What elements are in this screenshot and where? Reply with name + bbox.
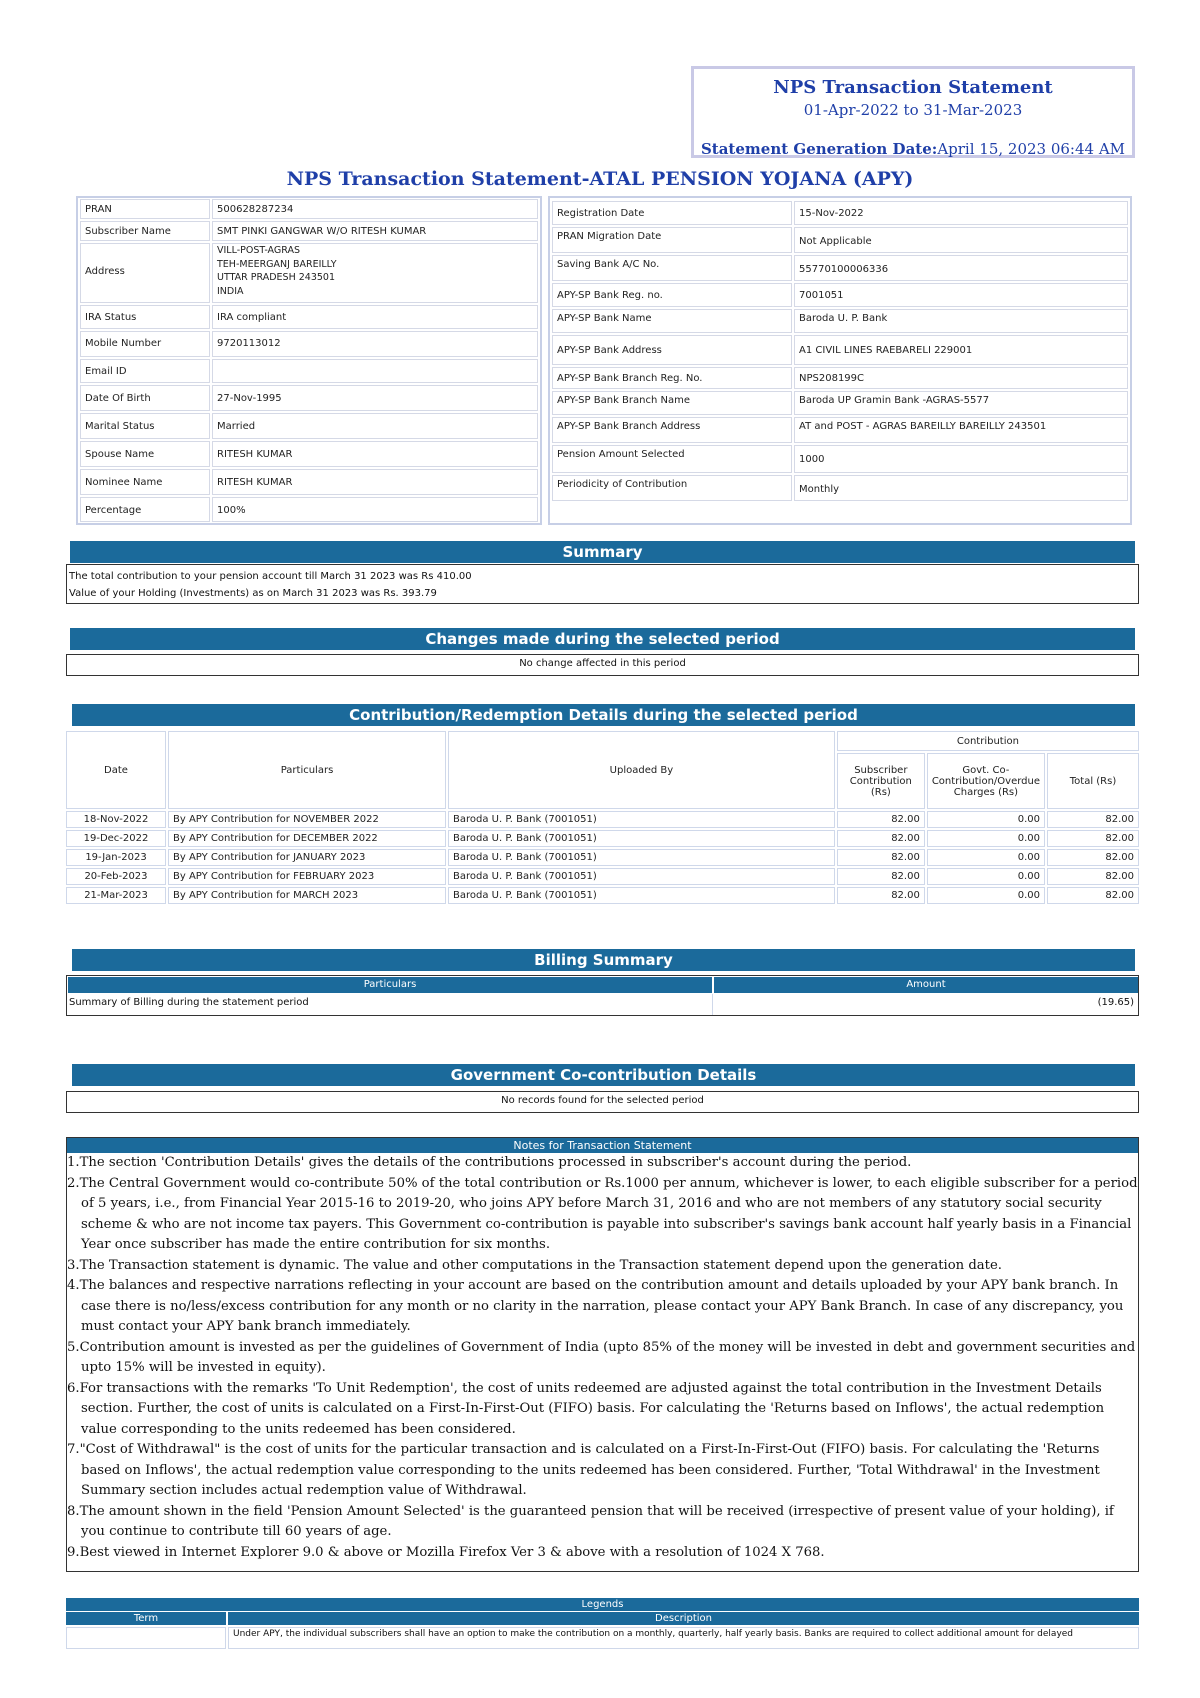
- generation-date-value: April 15, 2023 06:44 AM: [937, 140, 1126, 158]
- table-row: [66, 811, 1139, 828]
- info-value: Not Applicable: [794, 227, 1128, 253]
- info-row: [80, 441, 538, 467]
- changes-note: No change affected in this period: [66, 654, 1139, 676]
- cell-govt: 0.00: [927, 811, 1045, 828]
- info-label: APY-SP Bank Name: [552, 309, 792, 333]
- cell-uploaded-by: Baroda U. P. Bank (7001051): [448, 811, 835, 828]
- cell-date: 19-Dec-2022: [66, 830, 166, 847]
- note-item: 1.The section 'Contribution Details' gives the details of the contributions processed in subscriber's account during the period.: [67, 1155, 912, 1170]
- cell-particulars: By APY Contribution for DECEMBER 2022: [168, 830, 446, 847]
- table-header-row: [66, 731, 1139, 751]
- cell-uploaded-by: Baroda U. P. Bank (7001051): [448, 887, 835, 904]
- legends-description-cell: Under APY, the individual subscribers shall have an option to make the contribution on a monthly, quarterly, half yearly basis. Banks are required to collect additional amount for delayed: [228, 1627, 1139, 1649]
- table-row: [66, 887, 1139, 904]
- changes-header: Changes made during the selected period: [70, 628, 1135, 650]
- note-item: 2.The Central Government would co-contribute 50% of the total contribution or Rs.1000 per annum, whichever is lower, to each eligible subscriber for a period of 5 years, i.e., from Financial Year 2015-16 to 2019-20, who joins APY before March 31, 2016 and who are not members of any statutory social security scheme & who are not income tax payers. This Government co-contribution is payable into subscriber's savings bank account half yearly basis in a Financial Year once subscriber has made the entire contribution for six months.: [67, 1175, 1138, 1252]
- billing-row-label: Summary of Billing during the statement period: [69, 997, 309, 1008]
- info-row: [80, 497, 538, 522]
- notes-box: [66, 1137, 1139, 1572]
- billing-header: Billing Summary: [72, 949, 1135, 971]
- generation-date: [694, 140, 1132, 158]
- info-label: Address: [80, 243, 210, 303]
- info-row: [80, 469, 538, 495]
- billing-divider: [712, 994, 713, 1015]
- generation-date-label: Statement Generation Date:: [700, 140, 938, 158]
- contribution-header: Contribution/Redemption Details during the selected period: [72, 704, 1135, 726]
- info-label: Percentage: [80, 497, 210, 522]
- info-label: Mobile Number: [80, 331, 210, 357]
- info-value: RITESH KUMAR: [212, 469, 538, 495]
- info-label: PRAN Migration Date: [552, 227, 792, 253]
- cell-subscriber: 82.00: [837, 811, 925, 828]
- legends-col-term: Term: [66, 1612, 226, 1625]
- statement-header-box: [691, 66, 1135, 158]
- summary-line-holding: Value of your Holding (Investments) as on March 31 2023 was Rs. 393.79: [69, 588, 437, 599]
- info-row: [80, 199, 538, 219]
- notes-header: Notes for Transaction Statement: [67, 1138, 1138, 1153]
- col-total: Total (Rs): [1047, 753, 1139, 809]
- info-value: 7001051: [794, 283, 1128, 307]
- info-label: Saving Bank A/C No.: [552, 255, 792, 281]
- table-row: [66, 868, 1139, 885]
- info-row: [552, 255, 1128, 281]
- cell-uploaded-by: Baroda U. P. Bank (7001051): [448, 868, 835, 885]
- cell-particulars: By APY Contribution for NOVEMBER 2022: [168, 811, 446, 828]
- info-row: [80, 359, 538, 383]
- info-label: APY-SP Bank Reg. no.: [552, 283, 792, 307]
- info-row: [552, 445, 1128, 473]
- legends-row: [66, 1625, 1139, 1649]
- info-label: APY-SP Bank Branch Name: [552, 391, 792, 415]
- note-item: 7."Cost of Withdrawal" is the cost of units for the particular transaction and is calculated on a First-In-First-Out (FIFO) basis. For calculating the 'Returns based on Inflows', the actual redemption value corresponding to the units redeemed has been considered. Further, 'Total Withdrawal' in the Investment Summary section includes actual redemption value of Withdrawal.: [67, 1442, 1100, 1498]
- note-item: 6.For transactions with the remarks 'To Unit Redemption', the cost of units redeemed are adjusted against the total contribution in the Investment Details section. Further, the cost of units is calculated on a First-In-First-Out (FIFO) basis. For calculating the 'Returns based on Inflows', the actual redemption value corresponding to the units redeemed has been considered.: [67, 1380, 1105, 1437]
- cell-total: 82.00: [1047, 830, 1139, 847]
- info-value: 15-Nov-2022: [794, 201, 1128, 225]
- info-row: [552, 367, 1128, 389]
- summary-header: Summary: [70, 541, 1135, 563]
- info-value: RITESH KUMAR: [212, 441, 538, 467]
- col-govt: Govt. Co-Contribution/Overdue Charges (Rs): [927, 753, 1045, 809]
- note-item: 9.Best viewed in Internet Explorer 9.0 & above or Mozilla Firefox Ver 3 & above with a resolution of 1024 X 768.: [67, 1544, 825, 1560]
- legends-term-cell: [66, 1627, 226, 1649]
- info-label: APY-SP Bank Branch Address: [552, 417, 792, 443]
- cell-subscriber: 82.00: [837, 887, 925, 904]
- cell-uploaded-by: Baroda U. P. Bank (7001051): [448, 830, 835, 847]
- cell-govt: 0.00: [927, 887, 1045, 904]
- contribution-table: [64, 729, 1141, 906]
- cell-date: 18-Nov-2022: [66, 811, 166, 828]
- page-title: NPS Transaction Statement-ATAL PENSION YOJANA (APY): [286, 168, 914, 190]
- table-row: [66, 849, 1139, 866]
- bank-info-table: [548, 196, 1132, 525]
- statement-period: 01-Apr-2022 to 31-Mar-2023: [803, 101, 1023, 119]
- statement-title: NPS Transaction Statement: [773, 77, 1053, 98]
- info-label: IRA Status: [80, 305, 210, 329]
- billing-row-value: (19.65): [1097, 997, 1134, 1008]
- info-row: [80, 331, 538, 357]
- info-value: Monthly: [794, 475, 1128, 501]
- info-label: Periodicity of Contribution: [552, 475, 792, 501]
- info-row: [80, 385, 538, 411]
- info-row: [552, 335, 1128, 365]
- info-row: [552, 227, 1128, 253]
- info-value: 500628287234: [212, 199, 538, 219]
- info-label: APY-SP Bank Branch Reg. No.: [552, 367, 792, 389]
- info-value: [212, 359, 538, 383]
- address-value: VILL-POST-AGRAS TEH-MEERGANJ BAREILLY UTTAR PRADESH 243501 INDIA: [212, 243, 538, 303]
- info-label: Spouse Name: [80, 441, 210, 467]
- cell-govt: 0.00: [927, 830, 1045, 847]
- info-label: Registration Date: [552, 201, 792, 225]
- summary-box: [66, 564, 1139, 604]
- info-label: Subscriber Name: [80, 221, 210, 241]
- info-row: [552, 309, 1128, 333]
- billing-col-particulars: Particulars: [68, 977, 712, 993]
- info-label: Nominee Name: [80, 469, 210, 495]
- cell-govt: 0.00: [927, 868, 1045, 885]
- info-label: Marital Status: [80, 413, 210, 439]
- govt-note: No records found for the selected period: [66, 1091, 1139, 1113]
- note-item: 4.The balances and respective narrations reflecting in your account are based on the contribution amount and details uploaded by your APY bank branch. In case there is no/less/excess contribution for any month or no clarity in the narration, please contact your APY Bank Branch. In case of any discrepancy, you must contact your APY bank branch immediately.: [67, 1278, 1124, 1334]
- info-value: Baroda U. P. Bank: [794, 309, 1128, 333]
- table-row: [66, 830, 1139, 847]
- note-item: 3.The Transaction statement is dynamic. The value and other computations in the Transaction statement depend upon the generation date.: [67, 1257, 1002, 1273]
- info-value: NPS208199C: [794, 367, 1128, 389]
- cell-uploaded-by: Baroda U. P. Bank (7001051): [448, 849, 835, 866]
- col-uploaded-by: Uploaded By: [448, 731, 835, 809]
- cell-particulars: By APY Contribution for FEBRUARY 2023: [168, 868, 446, 885]
- info-value: AT and POST - AGRAS BAREILLY BAREILLY 243501: [794, 417, 1128, 443]
- govt-header: Government Co-contribution Details: [72, 1064, 1135, 1086]
- cell-total: 82.00: [1047, 868, 1139, 885]
- cell-total: 82.00: [1047, 849, 1139, 866]
- info-row: [80, 305, 538, 329]
- cell-particulars: By APY Contribution for MARCH 2023: [168, 887, 446, 904]
- notes-list: [67, 1153, 1138, 1563]
- legends-header: Legends: [66, 1598, 1139, 1611]
- info-row: [80, 243, 538, 303]
- info-value: SMT PINKI GANGWAR W/O RITESH KUMAR: [212, 221, 538, 241]
- info-row: [552, 475, 1128, 501]
- info-value: IRA compliant: [212, 305, 538, 329]
- col-date: Date: [66, 731, 166, 809]
- cell-date: 20-Feb-2023: [66, 868, 166, 885]
- legends-table: [66, 1598, 1139, 1649]
- cell-govt: 0.00: [927, 849, 1045, 866]
- info-value: A1 CIVIL LINES RAEBARELI 229001: [794, 335, 1128, 365]
- cell-subscriber: 82.00: [837, 868, 925, 885]
- cell-particulars: By APY Contribution for JANUARY 2023: [168, 849, 446, 866]
- info-row: [80, 413, 538, 439]
- col-subscriber: Subscriber Contribution (Rs): [837, 753, 925, 809]
- info-value: 100%: [212, 497, 538, 522]
- subscriber-info-table: [76, 196, 542, 525]
- cell-subscriber: 82.00: [837, 849, 925, 866]
- col-particulars: Particulars: [168, 731, 446, 809]
- note-item: 5.Contribution amount is invested as per the guidelines of Government of India (upto 85% of the money will be invested in debt and government securities and upto 15% will be invested in equity).: [67, 1339, 1136, 1375]
- info-value: 9720113012: [212, 331, 538, 357]
- info-value: Married: [212, 413, 538, 439]
- legends-header-row: [66, 1611, 1139, 1625]
- info-label: Pension Amount Selected: [552, 445, 792, 473]
- cell-total: 82.00: [1047, 887, 1139, 904]
- info-label: Date Of Birth: [80, 385, 210, 411]
- cell-subscriber: 82.00: [837, 830, 925, 847]
- info-row: [552, 283, 1128, 307]
- col-contribution-group: Contribution: [837, 731, 1139, 751]
- info-value: Baroda UP Gramin Bank -AGRAS-5577: [794, 391, 1128, 415]
- cell-date: 21-Mar-2023: [66, 887, 166, 904]
- info-row: [552, 391, 1128, 415]
- cell-total: 82.00: [1047, 811, 1139, 828]
- billing-col-amount: Amount: [714, 977, 1138, 993]
- cell-date: 19-Jan-2023: [66, 849, 166, 866]
- info-label: PRAN: [80, 199, 210, 219]
- info-row: [552, 201, 1128, 225]
- legends-col-description: Description: [228, 1612, 1139, 1625]
- info-row: [80, 221, 538, 241]
- summary-line-total: The total contribution to your pension account till March 31 2023 was Rs 410.00: [69, 571, 472, 582]
- info-row: [552, 417, 1128, 443]
- info-label: APY-SP Bank Address: [552, 335, 792, 365]
- note-item: 8.The amount shown in the field 'Pension Amount Selected' is the guaranteed pension that will be received (irrespective of present value of your holding), if you continue to contribute till 60 years of age.: [67, 1503, 1114, 1539]
- info-value: 27-Nov-1995: [212, 385, 538, 411]
- info-value: 55770100006336: [794, 255, 1128, 281]
- info-label: Email ID: [80, 359, 210, 383]
- info-value: 1000: [794, 445, 1128, 473]
- billing-table: [66, 975, 1139, 1016]
